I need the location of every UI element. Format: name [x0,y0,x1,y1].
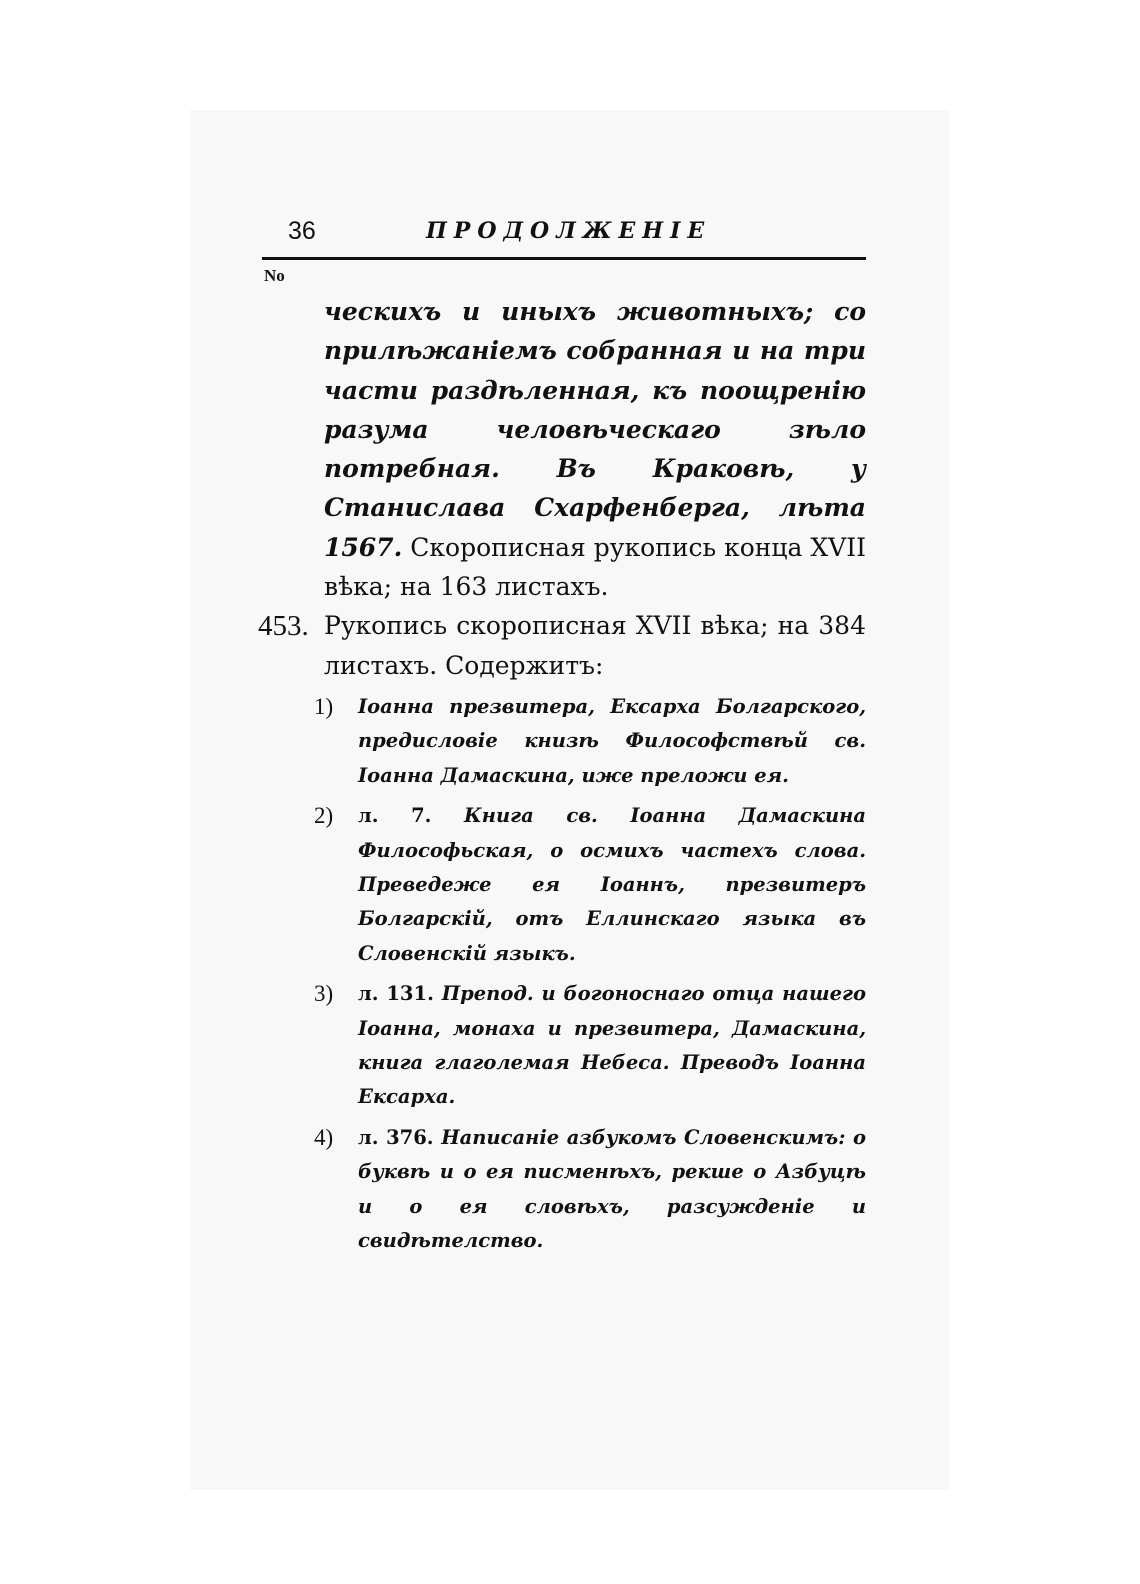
item-text [358,1121,866,1259]
page-header [288,214,866,248]
item-text [358,977,866,1115]
page-number: 36 [288,217,316,245]
leaf-reference: л. 7. [358,804,432,828]
item-number: 4) [314,1124,334,1150]
list-item [314,690,866,793]
entry-number: 453. [258,610,309,642]
item-text [358,799,866,971]
item-body: Іоанна презвитера, Ексарха Болгарского, предисловiе книзѣ Философствѣй св. Іоанна Дамаскина, иже преложи ея. [358,695,866,787]
item-body: Книга св. Іоанна Дамаскина Философьская, о осмихъ частехъ слова. Преведеже ея Іоаннъ, презвитеръ Болгарскiй, отъ Еллинскаго языка въ Словенскiй языкъ. [358,804,866,965]
continuation-roman-text: Скорописная рукопись конца XVII вѣка; на 163 листахъ. [324,532,866,602]
list-item [314,977,866,1115]
leaf-reference: л. 131. [358,982,434,1006]
header-rule [262,257,866,260]
item-number: 1) [314,694,334,719]
continuation-paragraph [324,292,866,606]
entry-description: Рукопись скорописная XVII вѣка; на 384 листахъ. Содержитъ: [324,611,866,680]
continuation-italic-text: ческихъ и иныхъ животныхъ; со прилѣжанiемъ собранная и на три части раздѣленная, къ поощренiю разума человѣческаго зѣло потребная. Въ Краковѣ, у Станислава Схарфенберга, лѣта 1567. [324,297,866,562]
item-body: Написанiе азбукомъ Словенскимъ: о буквѣ и о ея писменѣхъ, рекше о Азбуцѣ и о ея словѣхъ, разсужденiе и свидѣтелство. [358,1125,866,1253]
item-number: 2) [314,803,334,829]
running-title: ПРОДОЛЖЕНIЕ [426,218,712,244]
list-item [314,799,866,971]
item-text [358,690,866,793]
contents-list [314,690,866,1265]
item-body: Препод. и богоноснаго отца нашего Іоанна, монаха и презвитера, Дамаскина, книга глаголемая Небеса. Преводъ Іоанна Ексарха. [358,982,867,1109]
leaf-reference: л. 376. [358,1125,434,1149]
item-number: 3) [314,981,334,1007]
column-label: No [264,266,285,285]
list-item [314,1121,866,1259]
